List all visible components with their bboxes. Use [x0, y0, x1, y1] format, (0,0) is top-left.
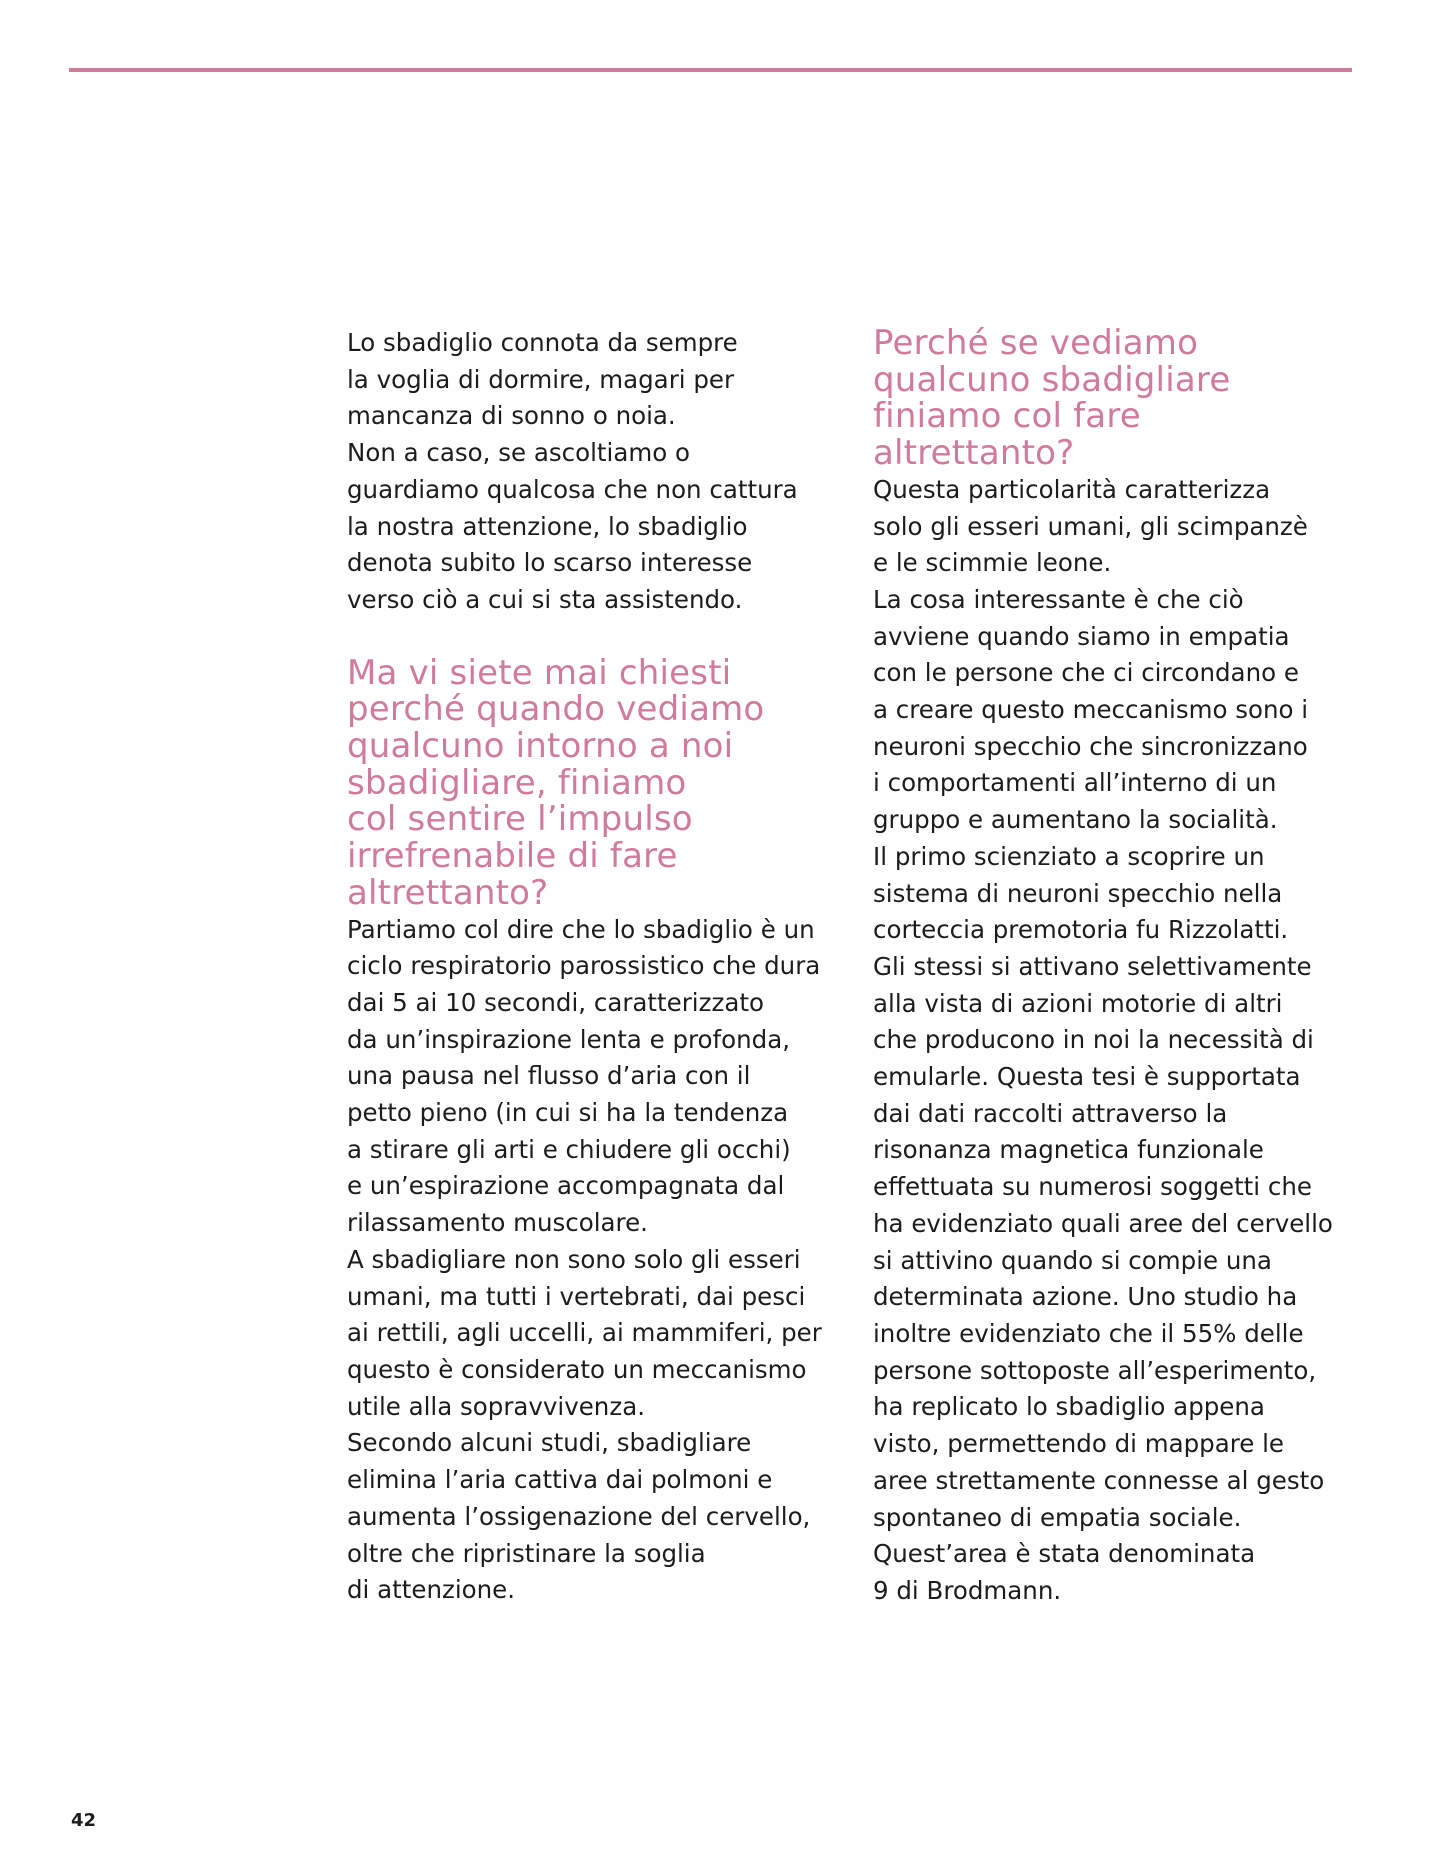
text-line: guardiamo qualcosa che non cattura [347, 474, 798, 504]
left-heading [347, 652, 827, 913]
text-line: denota subito lo scarso interesse [347, 548, 753, 578]
text-line: finiamo col fare [873, 396, 1141, 437]
text-line: emularle. Questa tesi è supportata [873, 1062, 1301, 1092]
text-line: ciclo respiratorio parossistico che dura [347, 951, 821, 981]
text-line: Il primo scienziato a scoprire un [873, 841, 1265, 871]
text-line: aumenta l’ossigenazione del cervello, [347, 1501, 811, 1531]
text-line: Non a caso, se ascoltiamo o [347, 438, 690, 468]
intro-paragraph [347, 325, 827, 619]
text-line: a creare questo meccanismo sono i [873, 695, 1309, 725]
text-line: verso ciò a cui si sta assistendo. [347, 584, 743, 614]
text-line: mancanza di sonno o noia. [347, 401, 676, 431]
text-line: e un’espirazione accompagnata dal [347, 1171, 785, 1201]
text-line: che producono in noi la necessità di [873, 1025, 1314, 1055]
text-line: Lo sbadiglio connota da sempre [347, 328, 738, 357]
text-line: Quest’area è stata denominata [873, 1539, 1256, 1569]
paragraph-spacer [347, 619, 827, 655]
page-number: 42 [71, 1810, 97, 1831]
text-line: con le persone che ci circondano e [873, 658, 1299, 688]
text-line: La cosa interessante è che ciò [873, 584, 1244, 614]
text-line: altrettanto? [873, 433, 1075, 474]
text-line: questo è considerato un meccanismo [347, 1354, 807, 1384]
text-line: avviene quando siamo in empatia [873, 621, 1290, 651]
text-line: ha evidenziato quali aree del cervello [873, 1208, 1333, 1238]
text-line: a stirare gli arti e chiudere gli occhi) [347, 1134, 791, 1164]
text-line: dai 5 ai 10 secondi, caratterizzato [347, 987, 764, 1017]
text-line: neuroni specchio che sincronizzano [873, 731, 1308, 761]
text-line: risonanza magnetica funzionale [873, 1135, 1264, 1165]
text-line: sistema di neuroni specchio nella [873, 878, 1283, 908]
text-line: rilassamento muscolare. [347, 1208, 648, 1238]
left-body-paragraph [347, 912, 827, 1609]
text-line: Perché se vediamo [873, 323, 1199, 363]
text-line: Partiamo col dire che lo sbadiglio è un [347, 914, 815, 944]
text-line: ha replicato lo sbadiglio appena [873, 1392, 1265, 1422]
text-line: effettuata su numerosi soggetti che [873, 1172, 1312, 1202]
text-line: Ma vi siete mai chiesti [347, 652, 732, 693]
text-line: corteccia premotoria fu Rizzolatti. [873, 915, 1289, 945]
text-line: qualcuno sbadigliare [873, 359, 1231, 400]
text-line: irrefrenabile di fare [347, 836, 678, 877]
text-line: inoltre evidenziato che il 55% delle [873, 1318, 1304, 1348]
right-body-paragraph [873, 472, 1353, 1610]
text-line: sbadigliare, finiamo [347, 762, 687, 803]
text-line: di attenzione. [347, 1575, 516, 1605]
text-line: altrettanto? [347, 872, 549, 913]
text-line: determinata azione. Uno studio ha [873, 1282, 1298, 1312]
text-line: ai rettili, agli uccelli, ai mammiferi, per [347, 1318, 822, 1348]
text-line: col sentire l’impulso [347, 799, 693, 840]
top-accent-rule [69, 68, 1352, 72]
text-line: alla vista di azioni motorie di altri [873, 988, 1283, 1018]
text-line: petto pieno (in cui si ha la tendenza [347, 1098, 789, 1128]
text-line: Questa particolarità caratterizza [873, 474, 1271, 504]
left-column [347, 325, 827, 1609]
text-line: persone sottoposte all’esperimento, [873, 1355, 1317, 1385]
text-line: solo gli esseri umani, gli scimpanzè [873, 511, 1308, 541]
text-line: e le scimmie leone. [873, 548, 1112, 578]
text-line: dai dati raccolti attraverso la [873, 1098, 1228, 1128]
text-line: aree strettamente connesse al gesto [873, 1465, 1325, 1495]
text-line: utile alla sopravvivenza. [347, 1391, 645, 1421]
text-line: qualcuno intorno a noi [347, 726, 734, 767]
text-line: Gli stessi si attivano selettivamente [873, 951, 1312, 981]
text-line: oltre che ripristinare la soglia [347, 1538, 706, 1568]
text-line: gruppo e aumentano la socialità. [873, 805, 1278, 835]
text-line: da un’inspirazione lenta e profonda, [347, 1024, 791, 1054]
right-heading [873, 325, 1353, 472]
text-line: perché quando vediamo [347, 689, 765, 730]
text-line: i comportamenti all’interno di un [873, 768, 1277, 798]
text-line: visto, permettendo di mappare le [873, 1429, 1285, 1459]
text-line: 9 di Brodmann. [873, 1575, 1062, 1605]
text-line: spontaneo di empatia sociale. [873, 1502, 1242, 1532]
text-line: si attivino quando si compie una [873, 1245, 1272, 1275]
text-line: elimina l’aria cattiva dai polmoni e [347, 1465, 773, 1495]
text-line: una pausa nel flusso d’aria con il [347, 1061, 751, 1091]
text-line: umani, ma tutti i vertebrati, dai pesci [347, 1281, 806, 1311]
right-column [873, 325, 1353, 1610]
text-line: Secondo alcuni studi, sbadigliare [347, 1428, 752, 1458]
text-line: la voglia di dormire, magari per [347, 364, 735, 394]
text-line: A sbadigliare non sono solo gli esseri [347, 1244, 801, 1274]
text-line: la nostra attenzione, lo sbadiglio [347, 511, 748, 541]
